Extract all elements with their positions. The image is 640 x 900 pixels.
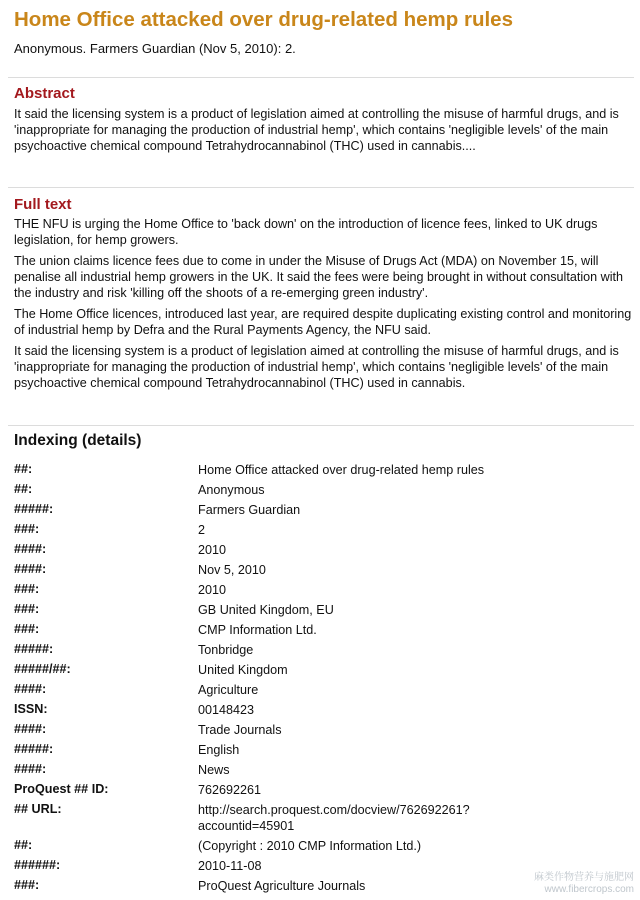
indexing-row xyxy=(14,518,634,538)
abstract-heading: Abstract xyxy=(14,85,75,102)
indexing-row xyxy=(14,498,634,518)
indexing-value: Anonymous xyxy=(198,483,265,497)
article-title: Home Office attacked over drug-related hemp rules xyxy=(14,8,513,31)
indexing-row xyxy=(14,698,634,718)
indexing-table xyxy=(14,458,634,894)
indexing-row xyxy=(14,558,634,578)
indexing-value: ProQuest Agriculture Journals xyxy=(198,879,366,893)
indexing-row xyxy=(14,618,634,638)
indexing-label: ####: xyxy=(14,762,47,776)
indexing-row xyxy=(14,738,634,758)
indexing-row xyxy=(14,778,634,798)
full-text-paragraph: The Home Office licences, introduced last year, are required despite duplicating existing control and monitoring of industrial hemp by Defra and the Rural Payments Agency, the NFU said. xyxy=(14,307,632,337)
indexing-label: ##: xyxy=(14,462,33,476)
indexing-value: 2010 xyxy=(198,583,227,597)
indexing-label: ###: xyxy=(14,522,40,536)
indexing-label: ## URL: xyxy=(14,802,62,816)
indexing-value: 2010-11-08 xyxy=(198,859,262,873)
indexing-row xyxy=(14,718,634,738)
full-text-paragraph: It said the licensing system is a product of legislation aimed at controlling the misuse of harmful drugs, and is 'inappropriate for managing the production of industrial hemp', which contains 'negligible levels' of the main psychoactive chemical compound Tetrahydrocannabinol (THC) used in cannabis. xyxy=(14,344,619,390)
article-citation: Anonymous. Farmers Guardian (Nov 5, 2010): 2. xyxy=(14,41,296,56)
indexing-row xyxy=(14,638,634,658)
indexing-label: ##: xyxy=(14,838,33,852)
document-url-link[interactable]: http://search.proquest.com/docview/762692261?accountid=45901 xyxy=(198,803,470,833)
indexing-label: ##: xyxy=(14,482,33,496)
indexing-label: ####: xyxy=(14,722,47,736)
indexing-heading: Indexing (details) xyxy=(14,432,142,449)
indexing-value: Farmers Guardian xyxy=(198,503,301,517)
indexing-label: ######: xyxy=(14,858,61,872)
indexing-row xyxy=(14,854,634,874)
indexing-label: #####: xyxy=(14,742,54,756)
indexing-label: ###: xyxy=(14,878,40,892)
site-watermark xyxy=(534,872,634,896)
indexing-label: ProQuest ## ID: xyxy=(14,782,109,796)
indexing-value: 2 xyxy=(198,523,206,537)
indexing-label: ####: xyxy=(14,562,47,576)
indexing-row xyxy=(14,598,634,618)
indexing-label: #####: xyxy=(14,502,54,516)
full-text-section xyxy=(14,216,636,416)
indexing-label: #####: xyxy=(14,642,54,656)
indexing-value: Nov 5, 2010 xyxy=(198,563,266,577)
divider xyxy=(8,77,634,78)
indexing-row xyxy=(14,798,634,834)
indexing-value: 762692261 xyxy=(198,783,262,797)
indexing-row xyxy=(14,458,634,478)
indexing-value: CMP Information Ltd. xyxy=(198,623,317,637)
divider xyxy=(8,187,634,188)
indexing-value: News xyxy=(198,763,230,777)
divider xyxy=(8,425,634,426)
indexing-label: ###: xyxy=(14,602,40,616)
indexing-value: Home Office attacked over drug-related hemp rules xyxy=(198,463,485,477)
indexing-row xyxy=(14,678,634,698)
full-text-paragraph: The union claims licence fees due to come in under the Misuse of Drugs Act (MDA) on November 15, will penalise all industrial hemp growers in the UK. It said the fees were being brought in without consultation with the industry and risk 'killing off the shoots of a re-emerging green industry'. xyxy=(14,254,624,300)
indexing-value: Agriculture xyxy=(198,683,259,697)
watermark-text: 麻类作物营养与施肥网 xyxy=(534,872,634,883)
indexing-row xyxy=(14,834,634,854)
indexing-value: Tonbridge xyxy=(198,643,254,657)
indexing-value: English xyxy=(198,743,240,757)
indexing-row xyxy=(14,538,634,558)
watermark-url: www.fibercrops.com xyxy=(544,884,634,895)
indexing-value: Trade Journals xyxy=(198,723,282,737)
indexing-label: ###: xyxy=(14,622,40,636)
indexing-row xyxy=(14,758,634,778)
full-text-heading: Full text xyxy=(14,196,72,213)
indexing-label: #####/##: xyxy=(14,662,71,676)
indexing-row xyxy=(14,578,634,598)
indexing-row xyxy=(14,658,634,678)
indexing-label: ####: xyxy=(14,542,47,556)
indexing-label: ISSN: xyxy=(14,702,48,716)
indexing-label: ###: xyxy=(14,582,40,596)
indexing-value: GB United Kingdom, EU xyxy=(198,603,334,617)
indexing-label: ####: xyxy=(14,682,47,696)
indexing-row xyxy=(14,478,634,498)
indexing-value: 00148423 xyxy=(198,703,255,717)
indexing-value: 2010 xyxy=(198,543,227,557)
indexing-value: United Kingdom xyxy=(198,663,288,677)
abstract-section xyxy=(14,106,636,154)
indexing-value: (Copyright : 2010 CMP Information Ltd.) xyxy=(198,839,422,853)
full-text-paragraph: THE NFU is urging the Home Office to 'back down' on the introduction of licence fees, linked to UK drugs legislation, for hemp growers. xyxy=(14,217,598,247)
abstract-text: It said the licensing system is a product of legislation aimed at controlling the misuse of harmful drugs, and is 'inappropriate for managing the production of industrial hemp', which contains 'negligible levels' of the main psychoactive chemical compound Tetrahydrocannabinol (THC) used in cannabis.... xyxy=(14,107,619,153)
